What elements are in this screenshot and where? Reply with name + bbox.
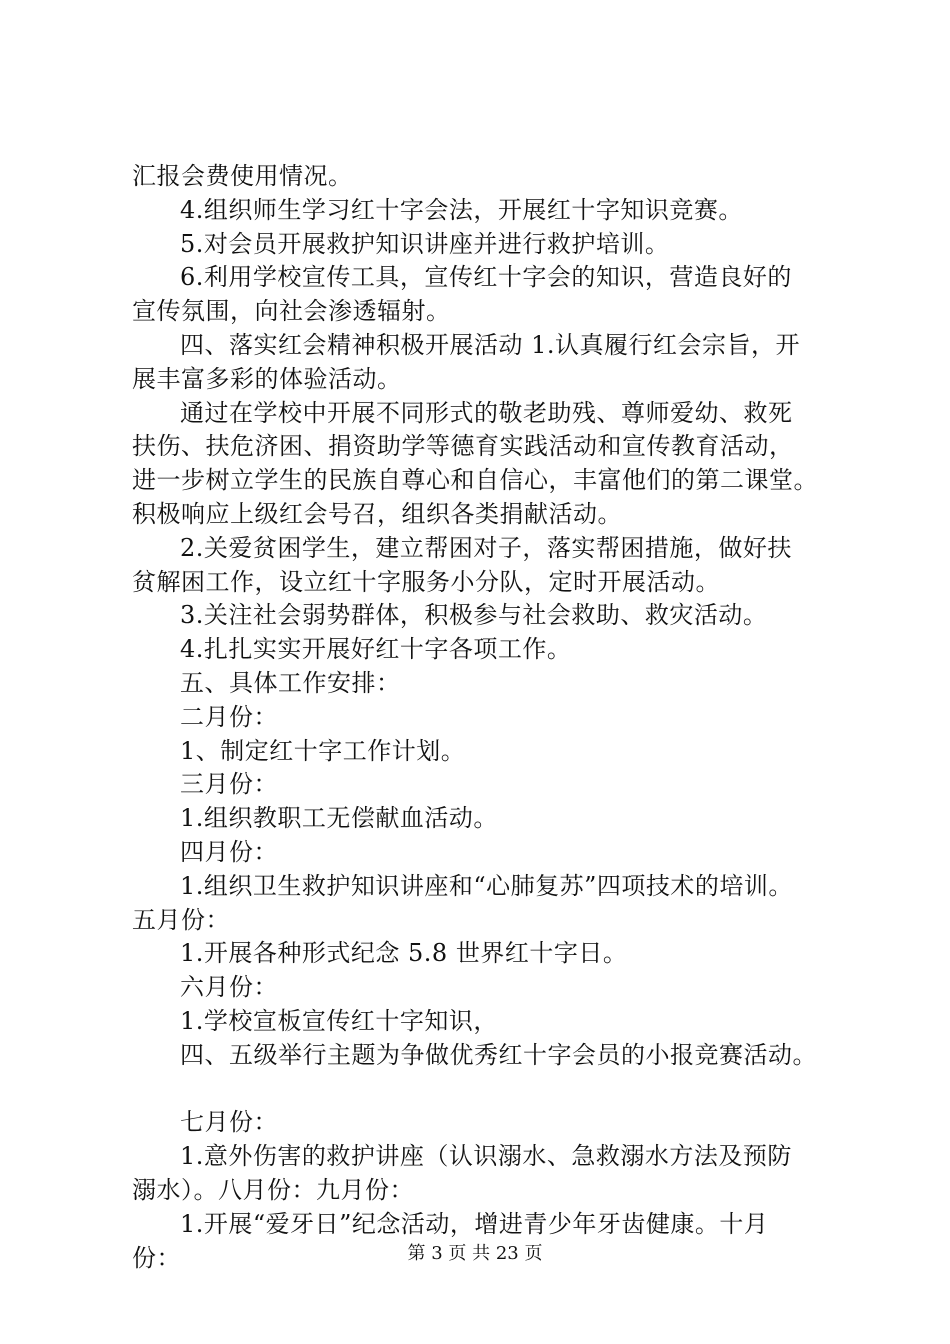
text-line: 1.意外伤害的救护讲座（认识溺水、急救溺水方法及预防 [180, 1142, 792, 1171]
text-line: 六月份： [180, 973, 278, 1002]
text-line: 4.组织师生学习红十字会法，开展红十字知识竞赛。 [180, 195, 743, 224]
text-line: 通过在学校中开展不同形式的敬老助残、尊师爱幼、救死 [180, 398, 793, 427]
text-line: 溺水）。八月份：九月份： [132, 1175, 414, 1204]
text-line: 1、制定红十字工作计划。 [180, 736, 466, 765]
text-line: 四、落实红会精神积极开展活动 1.认真履行红会宗旨，开 [180, 330, 801, 359]
text-line: 4.扎扎实实开展好红十字各项工作。 [180, 635, 572, 664]
text-line: 七月份： [180, 1108, 278, 1137]
text-line: 五月份： [132, 905, 230, 934]
text-line: 1.学校宣板宣传红十字知识， [180, 1006, 498, 1035]
text-line: 2.关爱贫困学生，建立帮困对子，落实帮困措施，做好扶 [180, 533, 792, 562]
text-line: 展丰富多彩的体验活动。 [132, 364, 402, 393]
text-line: 1.开展“爱牙日”纪念活动，增进青少年牙齿健康。十月 [180, 1209, 769, 1238]
text-line: 份： [132, 1243, 181, 1272]
text-line: 三月份： [180, 770, 278, 799]
text-line: 1.组织卫生救护知识讲座和“心肺复苏”四项技术的培训。 [180, 871, 793, 900]
text-line: 汇报会费使用情况。 [132, 162, 353, 190]
text-line: 宣传氛围，向社会渗透辐射。 [132, 297, 451, 326]
text-line: 积极响应上级红会号召，组织各类捐献活动。 [132, 499, 622, 528]
text-line: 贫解困工作，设立红十字服务小分队，定时开展活动。 [132, 567, 720, 596]
text-line: 二月份： [180, 702, 278, 731]
text-line: 1.组织教职工无偿献血活动。 [180, 804, 498, 833]
text-line: 扶伤、扶危济困、捐资助学等德育实践活动和宣传教育活动， [132, 432, 794, 461]
text-line: 5.对会员开展救护知识讲座并进行救护培训。 [180, 229, 670, 258]
text-line: 1.开展各种形式纪念 5.8 世界红十字日。 [180, 939, 628, 968]
blank-line [132, 1073, 842, 1107]
text-line: 四月份： [180, 837, 278, 866]
page-footer: 第 3 页 共 23 页 [407, 1243, 543, 1264]
text-line: 四、五级举行主题为争做优秀红十字会员的小报竞赛活动。 [180, 1040, 817, 1069]
text-line: 6.利用学校宣传工具，宣传红十字会的知识，营造良好的 [180, 263, 792, 292]
text-line: 五、具体工作安排： [180, 668, 401, 697]
text-line: 进一步树立学生的民族自尊心和自信心，丰富他们的第二课堂。 [132, 466, 818, 495]
document-body [132, 160, 842, 1275]
text-line: 3.关注社会弱势群体，积极参与社会救助、救灾活动。 [180, 601, 768, 630]
